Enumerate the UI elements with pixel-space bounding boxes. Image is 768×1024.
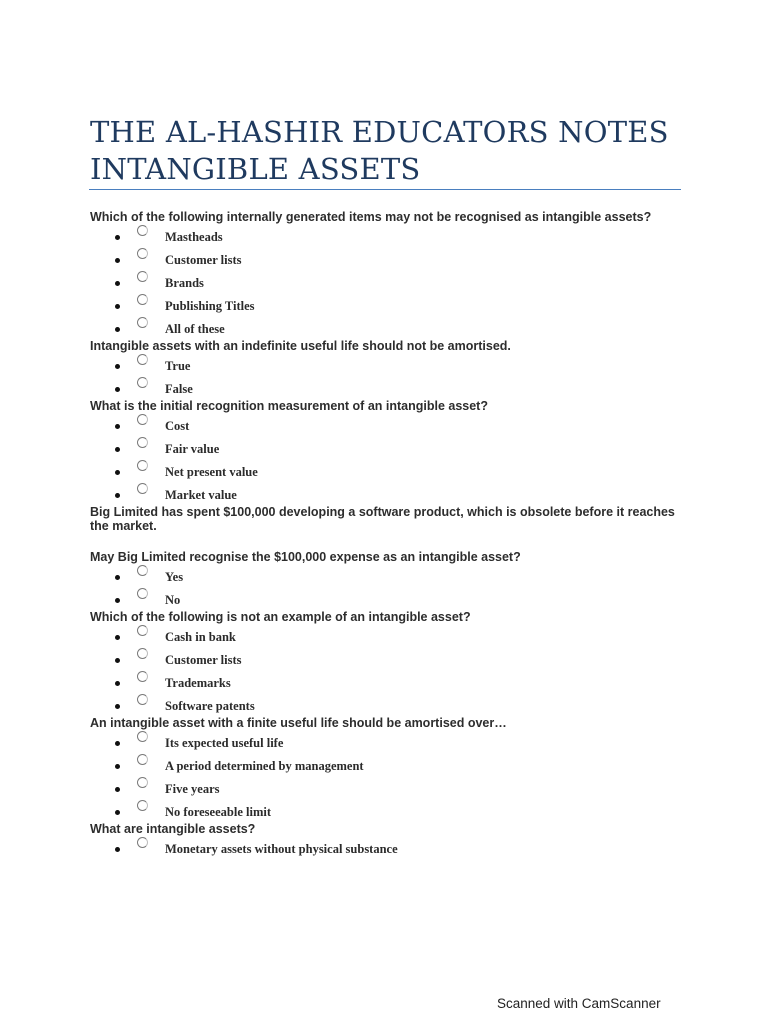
question-block <box>90 399 690 505</box>
bullet-icon <box>115 470 120 475</box>
radio-button[interactable] <box>137 225 148 236</box>
question-block <box>90 716 690 822</box>
bullet-icon <box>115 704 120 709</box>
option-label: False <box>165 382 193 396</box>
option-item[interactable] <box>90 353 690 376</box>
option-label: Cash in bank <box>165 630 236 644</box>
question-line: Which of the following is not an example of an intangible asset? <box>90 610 471 624</box>
question-text <box>90 610 690 624</box>
question-text <box>90 210 690 224</box>
option-item[interactable] <box>90 647 690 670</box>
option-item[interactable] <box>90 670 690 693</box>
bullet-icon <box>115 304 120 309</box>
option-item[interactable] <box>90 459 690 482</box>
question-line: What is the initial recognition measurement of an intangible asset? <box>90 399 488 413</box>
question-line: Intangible assets with an indefinite useful life should not be amortised. <box>90 339 511 353</box>
option-label: True <box>165 359 191 373</box>
option-label: Customer lists <box>165 653 242 667</box>
radio-button[interactable] <box>137 625 148 636</box>
option-label: Yes <box>165 570 184 584</box>
radio-button[interactable] <box>137 837 148 848</box>
bullet-icon <box>115 598 120 603</box>
option-item[interactable] <box>90 316 690 339</box>
bullet-icon <box>115 258 120 263</box>
bullet-icon <box>115 493 120 498</box>
option-list <box>90 624 690 716</box>
bullet-icon <box>115 424 120 429</box>
option-item[interactable] <box>90 624 690 647</box>
bullet-icon <box>115 635 120 640</box>
option-item[interactable] <box>90 436 690 459</box>
question-line: Big Limited has spent $100,000 developing a software product, which is obsolete before it reaches the market. <box>90 505 675 533</box>
title-divider <box>89 189 681 190</box>
page-title <box>90 114 690 188</box>
bullet-icon <box>115 235 120 240</box>
option-label: Cost <box>165 419 190 433</box>
option-item[interactable] <box>90 247 690 270</box>
option-item[interactable] <box>90 413 690 436</box>
option-item[interactable] <box>90 482 690 505</box>
option-item[interactable] <box>90 270 690 293</box>
option-item[interactable] <box>90 564 690 587</box>
quiz-content <box>90 210 690 859</box>
question-line: Which of the following internally generated items may not be recognised as intangible assets? <box>90 210 652 224</box>
bullet-icon <box>115 447 120 452</box>
title-line-1: THE AL-HASHIR EDUCATORS NOTES <box>90 115 669 149</box>
bullet-icon <box>115 810 120 815</box>
radio-button[interactable] <box>137 414 148 425</box>
question-text <box>90 822 690 836</box>
option-item[interactable] <box>90 376 690 399</box>
bullet-icon <box>115 847 120 852</box>
option-label: Market value <box>165 488 237 502</box>
option-item[interactable] <box>90 776 690 799</box>
radio-button[interactable] <box>137 377 148 388</box>
option-label: Its expected useful life <box>165 736 284 750</box>
question-block <box>90 210 690 339</box>
radio-button[interactable] <box>137 800 148 811</box>
question-text <box>90 339 690 353</box>
option-item[interactable] <box>90 799 690 822</box>
question-text <box>90 505 690 564</box>
option-label: Trademarks <box>165 676 231 690</box>
question-block <box>90 339 690 399</box>
bullet-icon <box>115 658 120 663</box>
radio-button[interactable] <box>137 294 148 305</box>
option-list <box>90 836 690 859</box>
radio-button[interactable] <box>137 565 148 576</box>
option-label: Mastheads <box>165 230 223 244</box>
question-block <box>90 505 690 610</box>
option-label: Publishing Titles <box>165 299 255 313</box>
question-text <box>90 399 690 413</box>
question-line: What are intangible assets? <box>90 822 256 836</box>
option-label: Fair value <box>165 442 220 456</box>
bullet-icon <box>115 741 120 746</box>
bullet-icon <box>115 364 120 369</box>
radio-button[interactable] <box>137 648 148 659</box>
option-label: Software patents <box>165 699 255 713</box>
radio-button[interactable] <box>137 271 148 282</box>
option-label: Five years <box>165 782 220 796</box>
option-item[interactable] <box>90 836 690 859</box>
option-label: All of these <box>165 322 225 336</box>
radio-button[interactable] <box>137 588 148 599</box>
radio-button[interactable] <box>137 437 148 448</box>
question-block <box>90 610 690 716</box>
question-gap <box>90 533 690 550</box>
option-item[interactable] <box>90 730 690 753</box>
option-item[interactable] <box>90 753 690 776</box>
option-item[interactable] <box>90 693 690 716</box>
bullet-icon <box>115 787 120 792</box>
option-list <box>90 353 690 399</box>
option-item[interactable] <box>90 224 690 247</box>
radio-button[interactable] <box>137 354 148 365</box>
title-line-2: INTANGIBLE ASSETS <box>90 152 421 186</box>
radio-button[interactable] <box>137 248 148 259</box>
radio-button[interactable] <box>137 671 148 682</box>
option-label: No <box>165 593 181 607</box>
question-line: An intangible asset with a finite useful life should be amortised over… <box>90 716 507 730</box>
option-label: Customer lists <box>165 253 242 267</box>
bullet-icon <box>115 681 120 686</box>
radio-button[interactable] <box>137 754 148 765</box>
option-label: No foreseeable limit <box>165 805 271 819</box>
bullet-icon <box>115 575 120 580</box>
bullet-icon <box>115 327 120 332</box>
bullet-icon <box>115 387 120 392</box>
radio-button[interactable] <box>137 777 148 788</box>
option-label: Brands <box>165 276 204 290</box>
radio-button[interactable] <box>137 460 148 471</box>
bullet-icon <box>115 281 120 286</box>
option-item[interactable] <box>90 587 690 610</box>
radio-button[interactable] <box>137 731 148 742</box>
radio-button[interactable] <box>137 317 148 328</box>
option-list <box>90 730 690 822</box>
bullet-icon <box>115 764 120 769</box>
option-list <box>90 413 690 505</box>
scanner-watermark: Scanned with CamScanner <box>497 996 661 1011</box>
option-label: A period determined by management <box>165 759 364 773</box>
radio-button[interactable] <box>137 694 148 705</box>
option-item[interactable] <box>90 293 690 316</box>
option-list <box>90 224 690 339</box>
question-text <box>90 716 690 730</box>
radio-button[interactable] <box>137 483 148 494</box>
question-block <box>90 822 690 859</box>
option-label: Net present value <box>165 465 258 479</box>
question-line-2: May Big Limited recognise the $100,000 expense as an intangible asset? <box>90 550 521 564</box>
option-list <box>90 564 690 610</box>
option-label: Monetary assets without physical substance <box>165 842 398 856</box>
